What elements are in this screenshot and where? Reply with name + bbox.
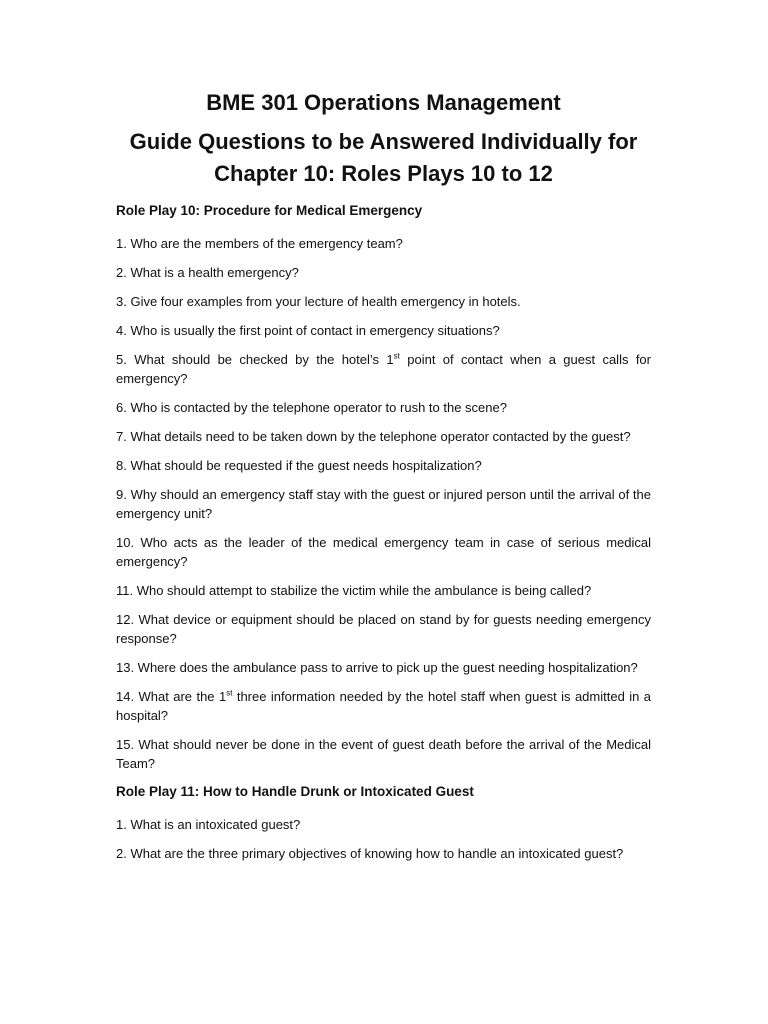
rp10-q5-superscript: st	[393, 351, 400, 361]
role-play-11-heading: Role Play 11: How to Handle Drunk or Intoxicated Guest	[116, 784, 474, 799]
rp10-question-6: 6. Who is contacted by the telephone operator to rush to the scene?	[116, 400, 507, 415]
rp10-question-3: 3. Give four examples from your lecture of health emergency in hotels.	[116, 294, 521, 309]
rp10-question-15: 15. What should never be done in the event of guest death before the arrival of the Medical Team?	[116, 737, 651, 771]
rp10-question-5	[116, 350, 651, 388]
rp10-question-9: 9. Why should an emergency staff stay with the guest or injured person until the arrival of the emergency unit?	[116, 487, 651, 521]
document-title: BME 301 Operations Management	[206, 90, 561, 115]
subtitle-line-1: Guide Questions to be Answered Individually for	[129, 129, 638, 154]
rp11-question-2: 2. What are the three primary objectives of knowing how to handle an intoxicated guest?	[116, 846, 624, 861]
rp10-q14-part-b: three information needed by the hotel staff when guest is admitted in a hospital?	[116, 689, 651, 723]
rp10-question-14	[116, 687, 651, 725]
rp10-question-4: 4. Who is usually the first point of contact in emergency situations?	[116, 323, 500, 338]
document-page	[116, 88, 651, 873]
subtitle-line-2: Chapter 10: Roles Plays 10 to 12	[214, 161, 553, 186]
rp10-question-8: 8. What should be requested if the guest needs hospitalization?	[116, 458, 482, 473]
rp10-question-10: 10. Who acts as the leader of the medical emergency team in case of serious medical emergency?	[116, 535, 651, 569]
rp10-q14-part-a: 14. What are the 1	[116, 689, 227, 704]
rp10-question-7: 7. What details need to be taken down by the telephone operator contacted by the guest?	[116, 429, 631, 444]
rp10-question-12: 12. What device or equipment should be placed on stand by for guests needing emergency response?	[116, 612, 651, 646]
document-subtitle	[116, 126, 651, 190]
rp10-q5-part-b: point of contact when a guest calls for emergency?	[116, 352, 651, 386]
rp10-question-13: 13. Where does the ambulance pass to arrive to pick up the guest needing hospitalization?	[116, 660, 638, 675]
rp10-question-2: 2. What is a health emergency?	[116, 265, 299, 280]
rp11-question-1: 1. What is an intoxicated guest?	[116, 817, 301, 832]
rp10-question-11: 11. Who should attempt to stabilize the victim while the ambulance is being called?	[116, 583, 592, 598]
rp10-q14-superscript: st	[226, 688, 233, 698]
role-play-10-heading: Role Play 10: Procedure for Medical Emergency	[116, 203, 423, 218]
rp10-q5-part-a: 5. What should be checked by the hotel’s 1	[116, 352, 394, 367]
rp10-question-1: 1. Who are the members of the emergency team?	[116, 236, 403, 251]
